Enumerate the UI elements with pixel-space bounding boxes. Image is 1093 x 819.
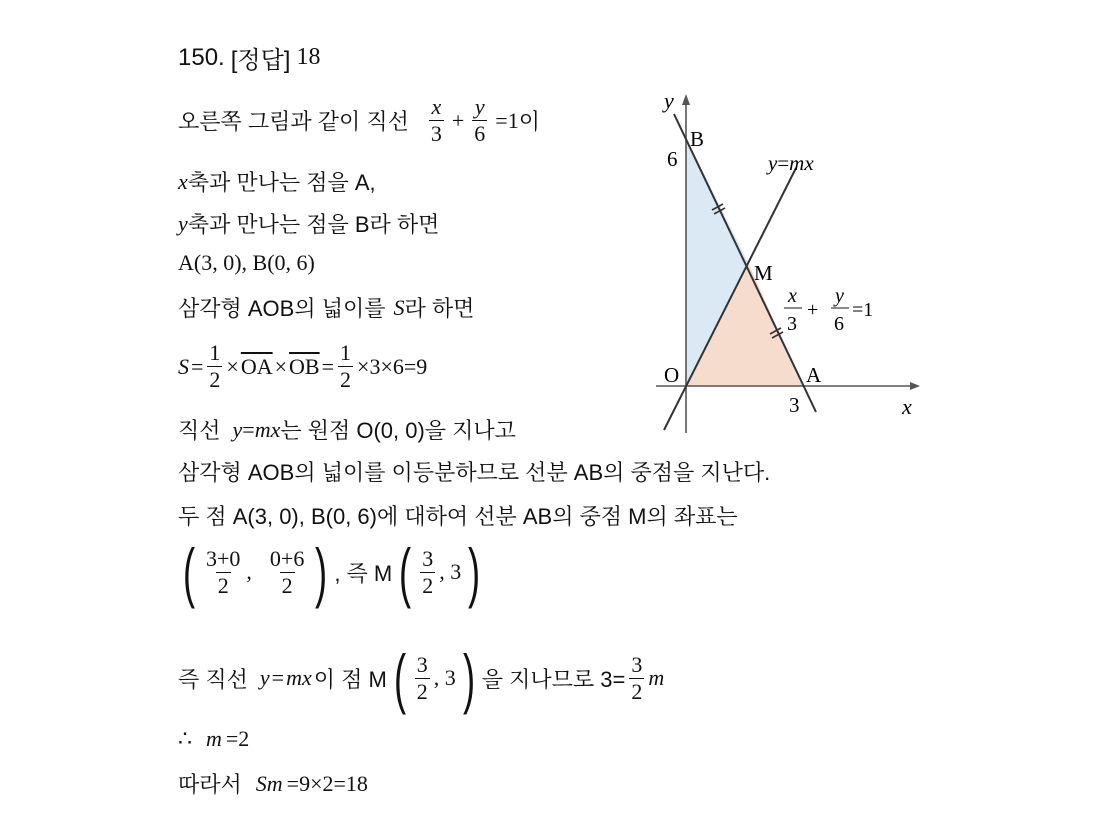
text: , 즉 M xyxy=(334,560,393,586)
text: 는 원점 O(0, 0)을 지나고 xyxy=(280,418,516,443)
text: 이 점 M xyxy=(313,666,387,692)
denominator: 2 xyxy=(209,367,221,392)
equals-one: =1 xyxy=(495,107,519,133)
fraction-3-over-2 xyxy=(629,652,644,705)
text: ×3×6=9 xyxy=(357,353,428,379)
equals: = xyxy=(271,665,285,690)
right-paren: ) xyxy=(462,641,475,715)
equals: = xyxy=(191,353,204,379)
label-3: 3 xyxy=(789,393,800,417)
left-paren: ( xyxy=(182,535,196,609)
line-label-equation xyxy=(784,285,873,335)
line-7 xyxy=(178,414,516,445)
line-9 xyxy=(178,500,738,531)
denominator: 2 xyxy=(281,572,293,598)
problem-title xyxy=(178,40,320,75)
text: =9×2=18 xyxy=(286,770,368,796)
eq-numerator-y: y xyxy=(835,285,844,307)
equals: = xyxy=(321,353,335,379)
plus: + xyxy=(451,107,465,133)
line-10 xyxy=(178,535,485,609)
text: 직선 xyxy=(178,418,221,443)
numerator: y xyxy=(474,94,485,119)
eq-denominator-6: 6 xyxy=(834,313,844,335)
var-mx: mx xyxy=(254,416,281,442)
label-O: O xyxy=(664,363,680,387)
label-M: M xyxy=(754,261,773,285)
line-11 xyxy=(178,641,665,715)
var-y: y xyxy=(178,210,188,236)
coordinate-figure xyxy=(650,88,940,448)
axis-label-x: x xyxy=(902,394,912,419)
var-m: m xyxy=(206,726,222,751)
text: 을 지나므로 3= xyxy=(481,666,626,692)
text: 삼각형 AOB의 넓이를 이등분하므로 선분 AB의 중점을 지난다. xyxy=(178,460,771,485)
var-y: y xyxy=(232,416,243,442)
segment-OB: $\overline{OB}$ xyxy=(289,353,320,379)
eq-rhs: =1 xyxy=(852,299,874,321)
var-y: y xyxy=(259,665,270,690)
fraction-3-over-2 xyxy=(415,652,430,705)
denominator: 2 xyxy=(416,678,428,704)
fraction-3plus0-over-2 xyxy=(204,546,242,599)
denominator: 2 xyxy=(422,572,434,598)
fraction-3-over-2 xyxy=(420,546,435,599)
eq-plus: + xyxy=(807,299,819,321)
text: 오른쪽 그림과 같이 직선 xyxy=(178,109,409,134)
var-S: S xyxy=(178,353,189,379)
text: 이 xyxy=(518,109,540,134)
segment-OA: $\overline{OA}$ xyxy=(240,353,273,379)
line-1 xyxy=(178,94,540,147)
answer-label: [정답] xyxy=(230,47,291,74)
fraction-y-over-6 xyxy=(472,94,487,147)
text: 삼각형 AOB의 넓이를 xyxy=(178,296,386,321)
text: =2 xyxy=(225,726,250,751)
var-S: S xyxy=(393,294,405,320)
label-6: 6 xyxy=(667,147,678,171)
text: , 3 xyxy=(433,665,456,690)
denominator: 2 xyxy=(340,367,352,392)
fraction-x-over-3 xyxy=(429,94,444,147)
left-paren: ( xyxy=(393,641,406,715)
eq-numerator-x: x xyxy=(788,285,797,307)
line-2 xyxy=(178,166,376,197)
line-12 xyxy=(178,726,249,752)
x-axis-arrow xyxy=(910,382,920,390)
text: 따라서 xyxy=(178,772,242,797)
var-mx: mx xyxy=(286,665,312,690)
text: 두 점 A(3, 0), B(0, 6)에 대하여 선분 AB의 중점 M의 좌표는 xyxy=(178,504,738,529)
line-5 xyxy=(178,292,474,323)
answer-value: 18 xyxy=(296,44,321,70)
text: A(3, 0), B(0, 6) xyxy=(178,250,315,275)
numerator: 3 xyxy=(631,651,643,677)
numerator: 3+0 xyxy=(205,545,241,571)
therefore-symbol: ∴ xyxy=(178,726,192,751)
numerator: 0+6 xyxy=(269,545,305,571)
text: 축과 만나는 점을 B라 하면 xyxy=(187,212,440,237)
line-3 xyxy=(178,208,439,239)
line-6 xyxy=(178,340,427,393)
fraction-one-half xyxy=(338,340,353,393)
denominator: 2 xyxy=(217,572,229,598)
times: × xyxy=(226,353,239,379)
label-B: B xyxy=(690,127,705,151)
text: 라 하면 xyxy=(404,296,475,321)
fraction-one-half xyxy=(207,340,222,393)
line-label-y-mx: y=mx xyxy=(768,151,814,175)
denominator: 2 xyxy=(631,678,643,704)
problem-number: 150. xyxy=(178,43,225,71)
y-axis-arrow xyxy=(682,94,690,105)
comma: , xyxy=(246,559,252,584)
numerator: 1 xyxy=(209,340,221,365)
var-x: x xyxy=(178,168,188,194)
left-paren: ( xyxy=(399,535,412,609)
var-m: m xyxy=(648,665,665,690)
right-paren: ) xyxy=(315,535,328,609)
var-Sm: Sm xyxy=(255,770,283,796)
line-8 xyxy=(178,456,770,487)
text: , 3 xyxy=(439,559,462,584)
numerator: x xyxy=(431,94,442,119)
line-y-mx xyxy=(664,168,796,430)
fraction-0plus6-over-2 xyxy=(268,546,306,599)
text: 즉 직선 xyxy=(178,666,248,692)
eq-denominator-3: 3 xyxy=(787,313,797,335)
line-13 xyxy=(178,768,368,799)
right-paren: ) xyxy=(468,535,481,609)
denominator: 6 xyxy=(474,121,486,146)
numerator: 3 xyxy=(416,651,428,677)
equals: = xyxy=(242,416,255,442)
axis-label-y: y xyxy=(664,88,674,113)
label-A: A xyxy=(806,363,822,387)
numerator: 1 xyxy=(340,340,352,365)
numerator: 3 xyxy=(422,545,434,571)
line-4 xyxy=(178,250,315,276)
denominator: 3 xyxy=(430,121,442,146)
text: 축과 만나는 점을 A, xyxy=(187,170,376,195)
times: × xyxy=(274,353,288,379)
